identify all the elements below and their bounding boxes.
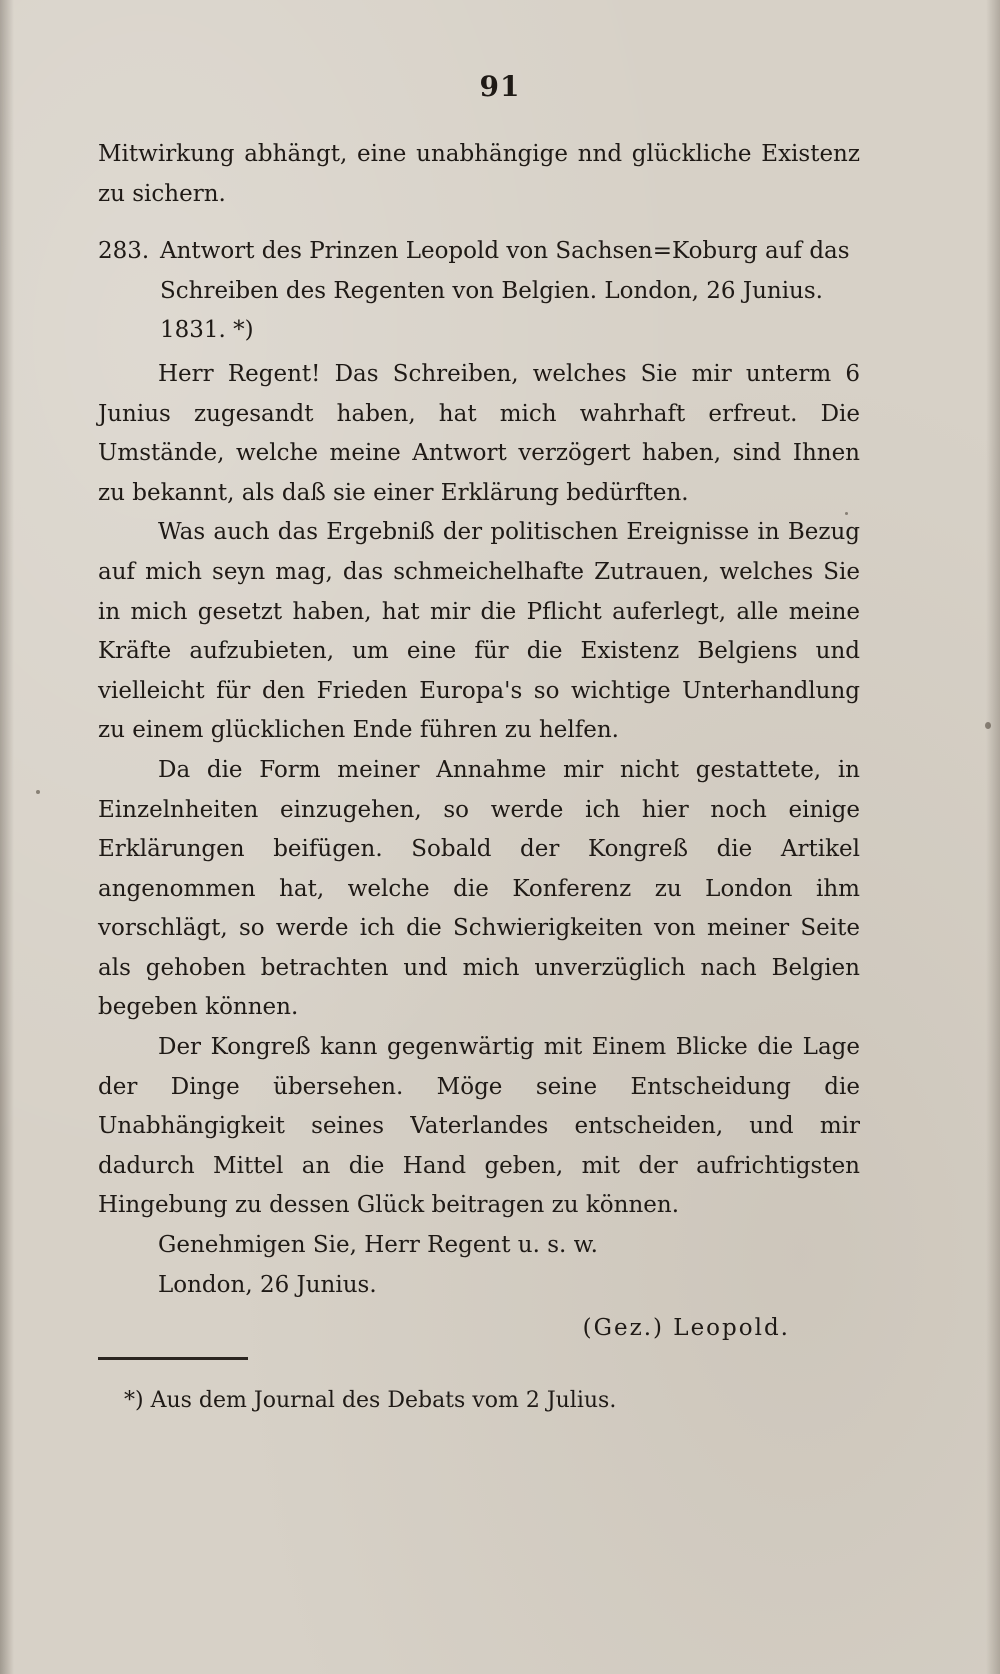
- section-heading: [98, 232, 860, 351]
- paper-speck: [845, 512, 848, 515]
- footnote: *) Aus dem Journal des Debats vom 2 Julius.: [124, 1388, 617, 1413]
- closing-formula: Genehmigen Sie, Herr Regent u. s. w.: [158, 1232, 598, 1259]
- paragraph: Herr Regent! Das Schreiben, welches Sie mir unterm 6 Junius zugesandt haben, hat mich wahrhaft erfreut. Die Umstände, welche meine Antwort verzögert haben, sind Ihnen zu bekannt, als daß sie einer Erklärung bedürften.: [98, 360, 860, 506]
- paragraph-continued: Mitwirkung abhängt, eine unabhängige nnd glückliche Existenz zu sichern.: [98, 141, 860, 207]
- main-text: [98, 135, 860, 1349]
- paragraph: Der Kongreß kann gegenwärtig mit Einem Blicke die Lage der Dinge übersehen. Möge seine Entscheidung die Unabhängigkeit seines Vaterlandes entscheiden, und mir dadurch Mittel an die Hand geben, mit der aufrichtigsten Hingebung zu dessen Glück beitragen zu können.: [98, 1034, 860, 1219]
- section-heading-text: Antwort des Prinzen Leopold von Sachsen=Koburg auf das Schreiben des Regenten von Belgien. London, 26 Junius. 1831. *): [160, 238, 850, 344]
- footnote-rule: [98, 1357, 248, 1360]
- paper-speck: [36, 790, 40, 794]
- signature: (Gez.) Leopold.: [582, 1315, 790, 1342]
- paragraph: Da die Form meiner Annahme mir nicht gestattete, in Einzelnheiten einzugehen, so werde ich hier noch einige Erklärungen beifügen. Sobald der Kongreß die Artikel angenommen hat, welche die Konferenz zu London ihm vorschlägt, so werde ich die Schwierigkeiten von meiner Seite als gehoben betrachten und mich unverzüglich nach Belgien begeben können.: [98, 756, 860, 1021]
- section-number: 283.: [98, 238, 150, 265]
- place-date: London, 26 Junius.: [158, 1271, 377, 1298]
- paper-speck: [985, 722, 991, 729]
- page-number: 91: [479, 70, 521, 103]
- paragraph: Was auch das Ergebniß der politischen Ereignisse in Bezug auf mich seyn mag, das schmeichelhafte Zutrauen, welches Sie in mich gesetzt haben, hat mir die Pflicht auferlegt, alle meine Kräfte aufzubieten, um eine für die Existenz Belgiens und vielleicht für den Frieden Europa's so wichtige Unterhandlung zu einem glücklichen Ende führen zu helfen.: [98, 519, 860, 744]
